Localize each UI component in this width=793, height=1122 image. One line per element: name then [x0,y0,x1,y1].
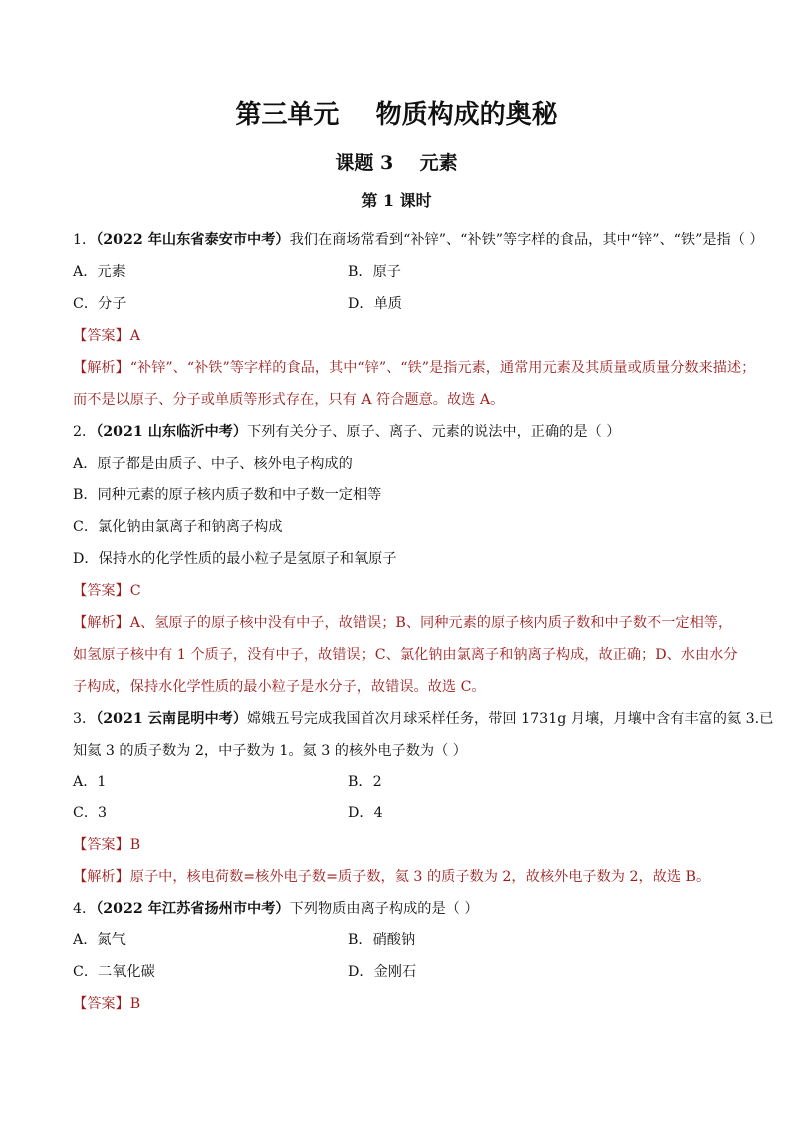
q3-option-c: C．3 [73,805,108,821]
answer-label: 【答案】 [73,583,130,599]
question-text: 嫦娥五号完成我国首次月球采样任务，带回 1731g 月壤，月壤中含有丰富的氦 3.已 [247,711,774,727]
answer-value: B [129,837,141,853]
answer-value: C [129,583,141,599]
answer-label: 【答案】 [73,837,130,853]
question-number: 4． [73,901,97,917]
q1-option-b: B．原子 [348,264,401,280]
q3-analysis [73,867,710,887]
analysis-label: 【解析】 [73,869,130,885]
q1-answer [73,326,140,346]
question-3-stem-cont: 知氦 3 的质子数为 2，中子数为 1。氦 3 的核外电子数为（ ） [73,743,467,759]
period-title: 第 1 课时 [361,191,432,210]
q1-option-d: D．单质 [348,296,402,312]
q1-analysis-cont: 而不是以原子、分子或单质等形式存在，只有 A 符合题意。故选 A。 [73,392,505,408]
answer-label: 【答案】 [73,328,130,344]
question-text: 我们在商场常看到“补锌”、“补铁”等字样的食品，其中“锌”、“铁”是指（ ） [289,232,764,248]
answer-value: A [129,328,141,344]
analysis-text: A、氢原子的原子核中没有中子，故错误；B、同种元素的原子核内质子数和中子数不一定相等， [129,615,733,631]
q2-analysis-cont-2: 子构成，保持水化学性质的最小粒子是水分子，故错误。故选 C。 [73,679,486,695]
analysis-text: 原子中，核电荷数=核外电子数=质子数，氦 3 的质子数为 2，故核外电子数为 2，故选 B。 [129,869,711,885]
q3-answer [73,835,140,855]
question-3-stem [73,709,773,729]
q1-analysis [73,358,755,378]
q2-analysis [73,613,732,633]
analysis-text: “补锌”、“补铁”等字样的食品，其中“锌”、“铁”是指元素，通常用元素及其质量或质量分数来描述； [129,360,756,376]
question-number: 1． [73,232,97,248]
question-2-stem [73,422,620,442]
question-source: （2021 山东临沂中考） [96,424,248,440]
question-text: 下列有关分子、原子、离子、元素的说法中，正确的是（ ） [247,424,621,440]
question-number: 2． [73,424,97,440]
analysis-label: 【解析】 [73,360,130,376]
q1-option-a: A．元素 [73,264,126,280]
q2-analysis-cont: 如氢原子核中有 1 个质子，没有中子，故错误；C、氯化钠由氯离子和钠离子构成，故正确；D、水由水分 [73,647,738,663]
answer-label: 【答案】 [73,996,130,1012]
q4-option-b: B．硝酸钠 [348,932,416,948]
q4-option-a: A．氮气 [73,932,126,948]
lesson-title: 课题 3 元素 [335,152,458,174]
q3-option-d: D．4 [348,805,383,821]
q4-option-c: C．二氧化碳 [73,964,155,980]
q1-option-c: C．分子 [73,296,127,312]
unit-title: 第三单元 物质构成的奥秘 [235,100,558,130]
q4-answer [73,994,140,1014]
question-source: （2021 云南昆明中考） [96,711,248,727]
analysis-label: 【解析】 [73,615,130,631]
question-text: 下列物质由离子构成的是（ ） [289,901,479,917]
question-1-stem [73,230,764,250]
q4-option-d: D．金刚石 [348,964,417,980]
q2-option-d: D．保持水的化学性质的最小粒子是氢原子和氧原子 [73,551,397,567]
q3-option-a: A．1 [73,774,107,790]
question-source: （2022 年江苏省扬州市中考） [96,901,290,917]
answer-value: B [129,996,141,1012]
question-number: 3． [73,711,97,727]
q3-option-b: B．2 [348,774,382,790]
question-source: （2022 年山东省泰安市中考） [96,232,290,248]
q2-option-c: C．氯化钠由氯离子和钠离子构成 [73,519,283,535]
q2-option-a: A．原子都是由质子、中子、核外电子构成的 [73,456,353,472]
question-4-stem [73,899,479,919]
q2-answer [73,581,141,601]
q2-option-b: B．同种元素的原子核内质子数和中子数一定相等 [73,487,382,503]
